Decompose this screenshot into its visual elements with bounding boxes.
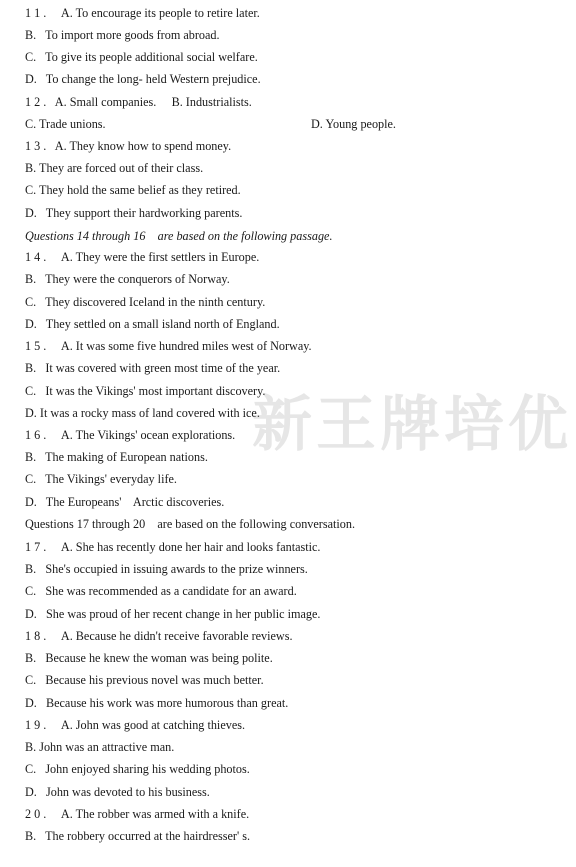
text-line: D. They settled on a small island north of England. [25, 317, 280, 331]
text-line: B. The making of European nations. [25, 450, 208, 464]
text-line: C. Because his previous novel was much better. [25, 673, 264, 687]
text-line: B. John was an attractive man. [25, 740, 175, 754]
text-line: 1 1 . A. To encourage its people to retire later. [25, 6, 260, 20]
text-line: C. It was the Vikings' most important discovery. [25, 384, 266, 398]
text-line: D. Because his work was more humorous than great. [25, 696, 289, 710]
text-line: B. The robbery occurred at the hairdresser' s. [25, 829, 250, 843]
text-line: 1 7 . A. She has recently done her hair and looks fantastic. [25, 540, 321, 554]
text-line: 1 8 . A. Because he didn't receive favorable reviews. [25, 629, 293, 643]
section-heading: Questions 14 through 16 are based on the following passage. [25, 229, 333, 243]
text-line: D. It was a rocky mass of land covered with ice. [25, 406, 260, 420]
text-line: C. Trade unions. [25, 117, 106, 131]
watermark: 新王牌培优 [252, 390, 572, 460]
text-line: C. The Vikings' everyday life. [25, 472, 177, 486]
text-line: B. Because he knew the woman was being polite. [25, 651, 273, 665]
text-line: 1 5 . A. It was some five hundred miles west of Norway. [25, 339, 312, 353]
text-line: D. She was proud of her recent change in her public image. [25, 607, 321, 621]
text-line: 1 3 . A. They know how to spend money. [25, 139, 232, 153]
text-line: B. To import more goods from abroad. [25, 28, 220, 42]
text-line: D. To change the long- held Western prejudice. [25, 72, 261, 86]
text-line: C. To give its people additional social welfare. [25, 50, 258, 64]
text-line: C. She was recommended as a candidate for an award. [25, 584, 297, 598]
text-line: C. They discovered Iceland in the ninth century. [25, 295, 266, 309]
text-line: D. The Europeans' Arctic discoveries. [25, 495, 225, 509]
text-line: B. They were the conquerors of Norway. [25, 272, 230, 286]
text-line: B. They are forced out of their class. [25, 161, 204, 175]
text-line: D. John was devoted to his business. [25, 785, 210, 799]
text-line: B. It was covered with green most time of the year. [25, 361, 281, 375]
section-heading: Questions 17 through 20 are based on the following conversation. [25, 517, 356, 531]
text-line: C. John enjoyed sharing his wedding photos. [25, 762, 250, 776]
text-line: C. They hold the same belief as they retired. [25, 183, 241, 197]
text-line: 2 0 . A. The robber was armed with a knife. [25, 807, 250, 821]
text-line: B. She's occupied in issuing awards to the prize winners. [25, 562, 308, 576]
text-line: 1 6 . A. The Vikings' ocean explorations. [25, 428, 236, 442]
text-line: 1 4 . A. They were the first settlers in Europe. [25, 250, 260, 264]
text-line: 1 2 . A. Small companies. B. Industrialists. [25, 95, 252, 109]
option-d-young-people: D. Young people. [311, 117, 396, 131]
text-line: 1 9 . A. John was good at catching thieves. [25, 718, 246, 732]
text-line: D. They support their hardworking parents. [25, 206, 243, 220]
